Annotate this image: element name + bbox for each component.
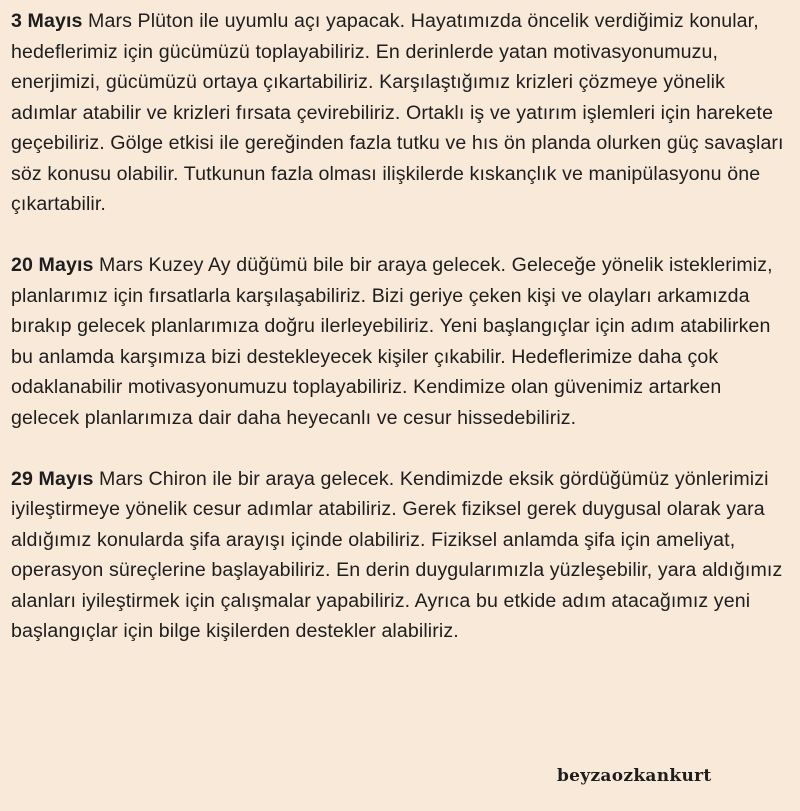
article-body <box>11 6 795 647</box>
author-signature: beyzaozkankurt <box>557 766 712 786</box>
date-label: 29 Mayıs <box>11 467 94 490</box>
paragraph-may-29 <box>11 464 795 647</box>
paragraph-text: Mars Kuzey Ay düğümü bile bir araya gelecek. Geleceğe yönelik isteklerimiz, planlarımız için fırsatlarla karşılaşabiliriz. Bizi geriye çeken kişi ve olayları arkamızda bırakıp gelecek planlarımıza doğru ilerleyebiliriz. Yeni başlangıçlar için adım atabilirken bu anlamda karşımıza bizi destekleyecek kişiler çıkabilir. Hedeflerimize daha çok odaklanabilir motivasyonumuzu toplayabiliriz. Kendimize olan güvenimiz artarken gelecek planlarımıza dair daha heyecanlı ve cesur hissedebiliriz. <box>11 254 773 429</box>
date-label: 20 Mayıs <box>11 254 94 276</box>
paragraph-text: Mars Plüton ile uyumlu açı yapacak. Hayatımızda öncelik verdiğimiz konular, hedeflerimiz için gücümüzü toplayabiliriz. En derinlerde yatan motivasyonumuzu, enerjimizi, gücümüzü ortaya çıkartabiliriz. Karşılaştığımız krizleri çözmeye yönelik adımlar atabilir ve krizleri fırsata çevirebiliriz. Ortaklı iş ve yatırım işlemleri için harekete geçebiliriz. Gölge etkisi ile gereğinden fazla tutku ve hıs ön planda olurken güç savaşları söz konusu olabilir. Tutkunun fazla olması ilişkilerde kıskançlık ve manipülasyonu öne çıkartabilir. <box>11 10 784 215</box>
date-label: 3 Mayıs <box>11 10 83 32</box>
paragraph-may-3 <box>11 6 795 220</box>
paragraph-may-20 <box>11 250 795 433</box>
paragraph-text: Mars Chiron ile bir araya gelecek. Kendimizde eksik gördüğümüz yönlerimizi iyileştirmeye yönelik cesur adımlar atabiliriz. Gerek fiziksel gerek duygusal olarak yara aldığımız konularda şifa arayışı içinde olabiliriz. Fiziksel anlamda şifa için ameliyat, operasyon süreçlerine başlayabiliriz. En derin duygularımızla yüzleşebilir, yara aldığımız alanları iyileştirmek için çalışmalar yapabiliriz. Ayrıca bu etkide adım atacağımız yeni başlangıçlar için bilge kişilerden destekler alabiliriz. <box>11 467 783 642</box>
